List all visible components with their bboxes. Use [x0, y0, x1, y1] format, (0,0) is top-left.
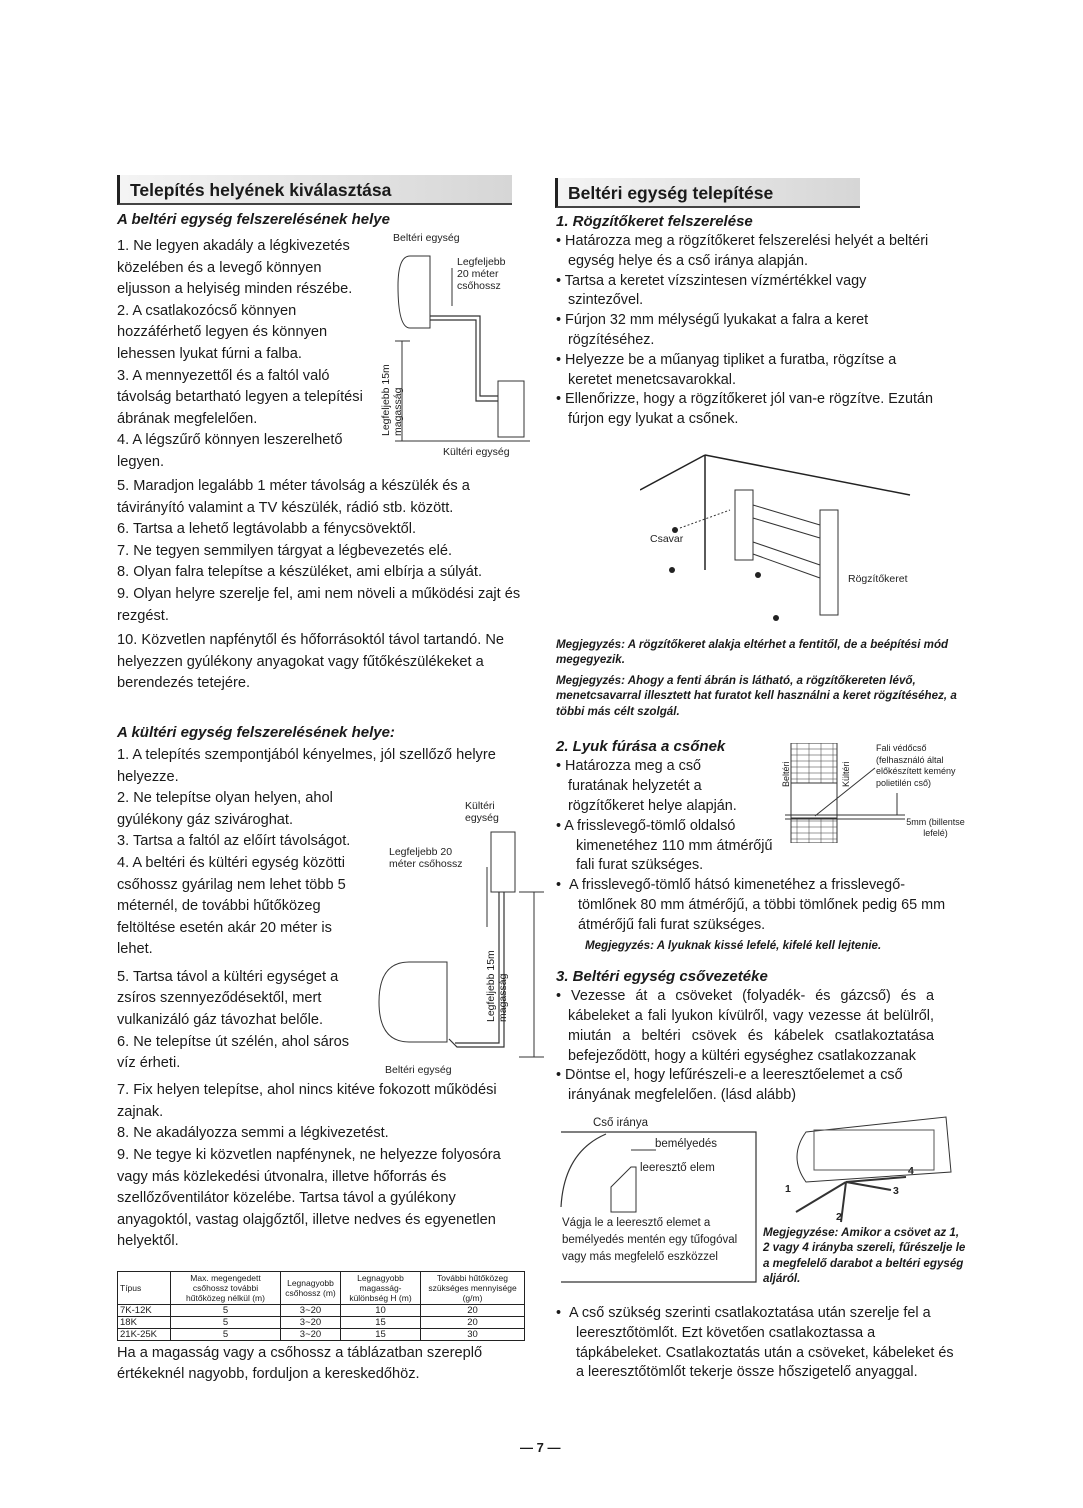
hole-step-2	[556, 817, 778, 876]
list-item: • Határozza meg a cső furatának helyzetét a rögzítőkeret helye alapján.	[556, 758, 737, 815]
right-column	[556, 212, 968, 1383]
cut-instruction: Vágja le a leeresztő elemet a bemélyedés mentén egy tűfogóval vagy más megfelelő eszközzel	[562, 1216, 738, 1263]
cell: 7K-12K	[118, 1304, 171, 1316]
cell: 20	[421, 1304, 525, 1316]
column-header: Legnagyobb magasság-különbség H (m)	[341, 1271, 421, 1304]
recess-label: bemélyedés	[655, 1137, 718, 1150]
list-item: 4. A beltéri és kültéri egység közötti csőhossz gyárilag nem lehet több 5 méternél, de további hűtőközeg feltöltése esetén akár 20 méter is lehet.	[117, 854, 346, 958]
list-item: • Helyezze be a műanyag tipliket a furatba, rögzítse a keretet menetcsavarokkal.	[556, 351, 897, 388]
pipe-length-label: Legfeljebb 20 méter csőhossz	[389, 846, 463, 871]
page-number: — 7 —	[520, 1440, 561, 1455]
table-row	[118, 1328, 525, 1340]
cell: 20	[421, 1316, 525, 1328]
list-item: • A frisslevegő-tömlő oldalsó kimenetéhez 110 mm átmérőjű fali furat szükséges.	[556, 817, 773, 874]
cell: 3~20	[281, 1328, 341, 1340]
indoor-unit-label: Beltéri egység	[393, 232, 460, 244]
list-item: 5. Tartsa távol a kültéri egységet a zsíros szennyeződésektől, mert vulkanizáló gáz távozhat belőle.	[117, 968, 339, 1029]
table-footnote: Ha a magasság vagy a csőhossz a táblázatban szereplő értékeknél nagyobb, forduljon a kereskedőhöz.	[117, 1344, 483, 1383]
outdoor-unit-label: Kültéri egység	[443, 446, 510, 458]
list-item: 2. A csatlakozócső könnyen hozzáférhető legyen és könnyen lehessen lyukat fúrni a falba.	[117, 302, 328, 362]
table-row	[118, 1316, 525, 1328]
drain-diagram-block	[556, 1112, 968, 1304]
list-item: 5. Maradjon legalább 1 méter távolság a készülék és a távirányító valamint a TV készülék, rádió stb. között.	[117, 478, 470, 516]
height-limit-label: Legfeljebb 15m magasság	[485, 950, 509, 1023]
list-item: • Tartsa a keretet vízszintesen vízmértékkel vagy szintezővel.	[556, 272, 867, 309]
list-item: 6. Ne telepítse út szélén, ahol sáros víz érheti.	[117, 1033, 350, 1072]
column-header: Legnagyobb csőhossz (m)	[281, 1271, 341, 1304]
hole-step-3	[556, 876, 951, 935]
outdoor-narrow-list	[117, 788, 367, 1075]
cell: 30	[421, 1328, 525, 1340]
final-step	[556, 1304, 956, 1383]
bracket-label: Rögzítőkeret	[848, 572, 908, 585]
list-item: • Vezesse át a csöveket (folyadék- és gázcső) és a kábeleket a fali lyukon kívülről, vagy vezesse át belülről, miután a beltéri csövek és kábelek csatlakoztatása befejeződött, hogy a kültéri egységhez csatlakozzanak	[556, 988, 934, 1064]
direction-3-label: 3	[893, 1184, 899, 1197]
pipe-length-table	[117, 1271, 525, 1341]
bracket-title: 1. Rögzítőkeret felszerelése	[556, 213, 753, 230]
hole-title: 2. Lyuk fúrása a csőnek	[556, 738, 726, 756]
direction-2-label: 2	[836, 1210, 842, 1223]
hole-note: Megjegyzés: A lyuknak kissé lefelé, kifelé kell lejtenie.	[585, 938, 882, 952]
cell: 5	[171, 1328, 281, 1340]
list-item: 7. Ne tegyen semmilyen tárgyat a légbevezetés elé.	[117, 542, 453, 559]
list-item: 8. Ne akadályozza semmi a légkivezetést.	[117, 1125, 389, 1142]
left-column	[117, 210, 527, 1386]
list-item: 8. Olyan falra telepítse a készüléket, ami elbírja a súlyát.	[117, 564, 483, 581]
hole-step-1	[556, 757, 756, 816]
indoor-narrow-block	[117, 232, 527, 476]
list-item: • Határozza meg a rögzítőkeret felszerelési helyét a beltéri egység helye és a cső iránya alapján.	[556, 233, 929, 269]
pipe-direction-label: Cső iránya	[593, 1116, 648, 1129]
list-item: 9. Olyan helyre szerelje fel, ami nem növeli a működési zajt és rezgést.	[117, 585, 521, 624]
cell: 10	[341, 1304, 421, 1316]
list-item: 6. Tartsa a lehető legtávolabb a fénycsövektől.	[117, 521, 417, 538]
slope-label: 5mm (billentse lefelé)	[906, 817, 965, 839]
bracket-diagram-block	[556, 450, 968, 635]
screw-icon	[669, 567, 675, 573]
outdoor-location-title: A kültéri egység felszerelésének helye:	[117, 723, 395, 741]
list-item: • Fúrjon 32 mm mélységű lyukakat a falra a keret rögzítéséhez.	[556, 312, 869, 348]
list-item: 1. A telepítés szempontjából kényelmes, jól szellőző helyre helyezze.	[117, 746, 496, 785]
cell: 5	[171, 1316, 281, 1328]
outdoor-narrow-block	[117, 788, 527, 1080]
indoor-narrow-list	[117, 236, 375, 474]
cell: 21K-25K	[118, 1328, 171, 1340]
list-item: 7. Fix helyen telepítse, ahol nincs kitéve fokozott működési zajnak.	[117, 1082, 497, 1120]
height-limit-label: Legfeljebb 15m magasság	[380, 364, 404, 436]
outdoor-unit-label: Kültéri egység	[465, 800, 499, 825]
piping-steps	[556, 987, 934, 1106]
cell: 3~20	[281, 1304, 341, 1316]
list-item: 3. Tartsa a faltól az előírt távolságot.	[117, 833, 351, 850]
column-header: További hűtőközeg szükséges mennyisége (g/m)	[421, 1271, 525, 1304]
indoor-unit-label: Beltéri egység	[385, 1064, 452, 1077]
bracket-steps	[556, 232, 936, 430]
column-header: Típus	[118, 1271, 171, 1304]
section-heading-location: Telepítés helyének kiválasztása	[117, 175, 512, 205]
cell: 15	[341, 1316, 421, 1328]
list-item: • Ellenőrizze, hogy a rögzítőkeret jól van-e rögzítve. Ezután fúrjon egy lyukat a csőnek.	[556, 391, 933, 428]
direction-caption: Megjegyzése: Amikor a csövet az 1, 2 vagy 4 irányba szereli, fűrészelje le a megfelelő darabot a beltéri egység aljáról.	[763, 1225, 966, 1286]
table-header-row	[118, 1271, 525, 1304]
list-item: 9. Ne tegye ki közvetlen napfénynek, ne helyezze folyosóra vagy más közlekedési útvonalra, illetve hőforrás és szellőzőventilátor közelébe. Tartsa távol a gyúlékony anyagoktól, vastag olajgőztől, illetve nedves és egyenetlen helyektől.	[117, 1146, 501, 1250]
cell: 18K	[118, 1316, 171, 1328]
cell: 15	[341, 1328, 421, 1340]
cell: 3~20	[281, 1316, 341, 1328]
indoor-unit-shape	[398, 256, 430, 328]
list-item: 2. Ne telepítse olyan helyen, ahol gyúlékony gáz szivároghat.	[117, 790, 333, 828]
column-header: Max. megengedett csőhossz további hűtőközeg nélkül (m)	[171, 1271, 281, 1304]
pipe-length-label: Legfeljebb 20 méter csőhossz	[457, 256, 506, 292]
direction-4-label: 4	[908, 1164, 914, 1177]
table-row	[118, 1304, 525, 1316]
wall-sleeve-label: Fali védőcső (felhasználó által előkészített kemény polietilén cső)	[876, 743, 956, 788]
indoor-full-list	[117, 476, 527, 695]
screw-icon	[755, 572, 761, 578]
indoor-side-label: Beltéri	[781, 761, 791, 788]
list-item: 3. A mennyezettől és a faltól való távolság betartható legyen a telepítési ábrának megfelelően.	[117, 367, 363, 427]
list-item: • A frisslevegő-tömlő hátsó kimenetéhez a frisslevegő-tömlőnek 80 mm átmérőjű, a többi tömlőnek pedig 65 mm átmérőjű fali furat szükséges.	[556, 877, 946, 933]
indoor-location-title: A beltéri egység felszerelésének helye	[117, 211, 390, 228]
outdoor-side-label: Kültéri	[841, 761, 851, 788]
outdoor-full-list	[117, 1080, 527, 1253]
piping-title: 3. Beltéri egység csővezetéke	[556, 968, 768, 986]
list-item: 4. A légszűrő könnyen leszerelhető legyen.	[117, 432, 343, 470]
bracket-note-2: Megjegyzés: Ahogy a fenti ábrán is látható, a rögzítőkereten lévő, menetcsavarral illesztett hat furatot kell használni a keret rögzítéséhez, a többi más célt szolgál.	[556, 673, 957, 718]
cell: 5	[171, 1304, 281, 1316]
direction-1-label: 1	[785, 1182, 791, 1195]
list-item: 10. Közvetlen napfénytől és hőforrásoktól távol tartandó. Ne helyezzen gyúlékony anyagokat vagy fűtőkészülékeket a berendezés tetejére.	[117, 632, 504, 692]
list-item: • A cső szükség szerinti csatlakoztatása után szerelje fel a leeresztőtömlőt. Ezt követően csatlakoztassa a tápkábeleket. Csatlakoztatás után a csöveket, kábeleket és a leeresztőtömlőt tekerje össze hőszigetelő anyaggal.	[556, 1304, 954, 1381]
bracket-note-1: Megjegyzés: A rögzítőkeret alakja eltérhet a fentitől, de a beépítési mód megegyezik.	[556, 637, 949, 667]
screw-icon	[773, 615, 779, 621]
screw-label: Csavar	[650, 532, 684, 545]
list-item: • Döntse el, hogy lefűrészeli-e a leeresztőelemet a cső irányának megfelelően. (lásd alább)	[556, 1067, 903, 1104]
section-heading-indoor-install: Beltéri egység telepítése	[555, 178, 860, 208]
list-item: 1. Ne legyen akadály a légkivezetés közelében és a levegő könnyen eljusson a helyiség minden részébe.	[117, 238, 353, 298]
drain-element-label: leeresztő elem	[640, 1161, 715, 1174]
